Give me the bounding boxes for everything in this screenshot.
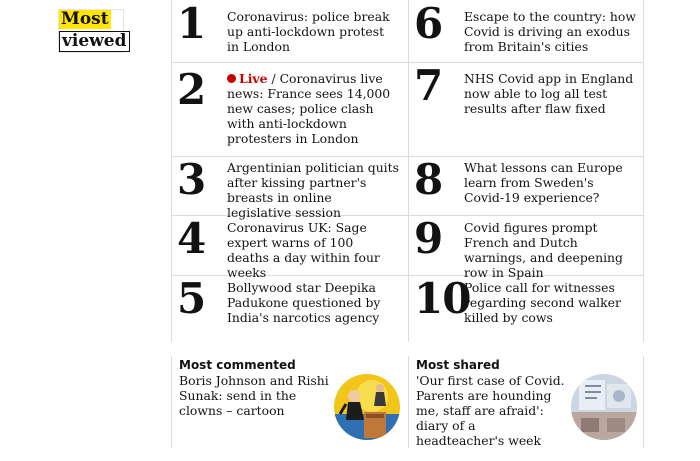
rank-number: 8 [414,155,443,204]
most-commented-card[interactable] [171,356,408,448]
most-viewed-item-4[interactable] [171,214,404,280]
rank-number: 6 [414,0,443,48]
live-label: Live [239,71,268,86]
most-viewed-item-1[interactable] [171,0,404,62]
headline-link[interactable]: Coronavirus: police break up anti-lockdown protest in London [227,9,390,54]
heading-line-2: viewed [59,31,130,52]
classroom-photo-image [571,374,637,440]
cartoon-image [334,374,400,440]
headteacher-photo-thumbnail[interactable] [571,374,637,440]
rank-number: 10 [414,274,471,323]
most-viewed-heading [59,9,127,52]
most-shared-card[interactable] [408,356,643,448]
rank-number: 3 [177,155,206,204]
headline-link[interactable]: Bollywood star Deepika Padukone questioned by India's narcotics agency [227,280,381,325]
headline-link[interactable] [227,71,399,146]
rank-number: 7 [414,61,443,110]
headline-link[interactable]: Argentinian politician quits after kissing partner's breasts in online legislative session [227,160,399,220]
live-dot-icon [227,74,236,83]
most-viewed-item-3[interactable] [171,155,404,220]
heading-line-1: Most [61,9,109,29]
most-shared-title: Most shared [416,358,500,372]
most-viewed-item-2[interactable] [171,62,404,156]
rank-number: 1 [177,0,206,48]
headline-link[interactable]: Police call for witnesses regarding second walker killed by cows [464,280,621,325]
headline-link[interactable]: NHS Covid app in England now able to log all test results after flaw fixed [464,71,634,116]
most-viewed-item-6[interactable] [408,0,641,62]
headline-link[interactable]: Escape to the country: how Covid is driving an exodus from Britain's cities [464,9,636,54]
most-viewed-list [171,0,644,340]
headline-text: / Coronavirus live news: France sees 14,000 new cases; police clash with anti-lockdown protesters in London [227,71,391,146]
divider [643,356,644,448]
most-viewed-item-7[interactable] [408,62,641,156]
headline-link[interactable]: What lessons can Europe learn from Sweden's Covid-19 experience? [464,160,623,205]
most-commented-title: Most commented [179,358,296,372]
most-commented-headline[interactable]: Boris Johnson and Rishi Sunak: send in the clowns – cartoon [179,373,329,418]
most-viewed-item-9[interactable] [408,214,641,280]
most-viewed-item-10[interactable] [408,275,641,341]
rank-number: 9 [414,214,443,263]
most-viewed-item-8[interactable] [408,156,641,215]
rank-number: 4 [177,214,206,263]
headline-link[interactable]: Coronavirus UK: Sage expert warns of 100 deaths a day within four weeks [227,220,380,280]
most-shared-headline[interactable]: 'Our first case of Covid. Parents are hounding me, staff are afraid': diary of a headteacher's week [416,373,565,448]
headline-link[interactable]: Covid figures prompt French and Dutch warnings, and deepening row in Spain [464,220,623,280]
cartoon-thumbnail[interactable] [334,374,400,440]
rank-number: 5 [177,274,206,323]
most-viewed-item-5[interactable] [171,275,404,341]
divider [643,0,644,342]
rank-number: 2 [177,65,206,114]
